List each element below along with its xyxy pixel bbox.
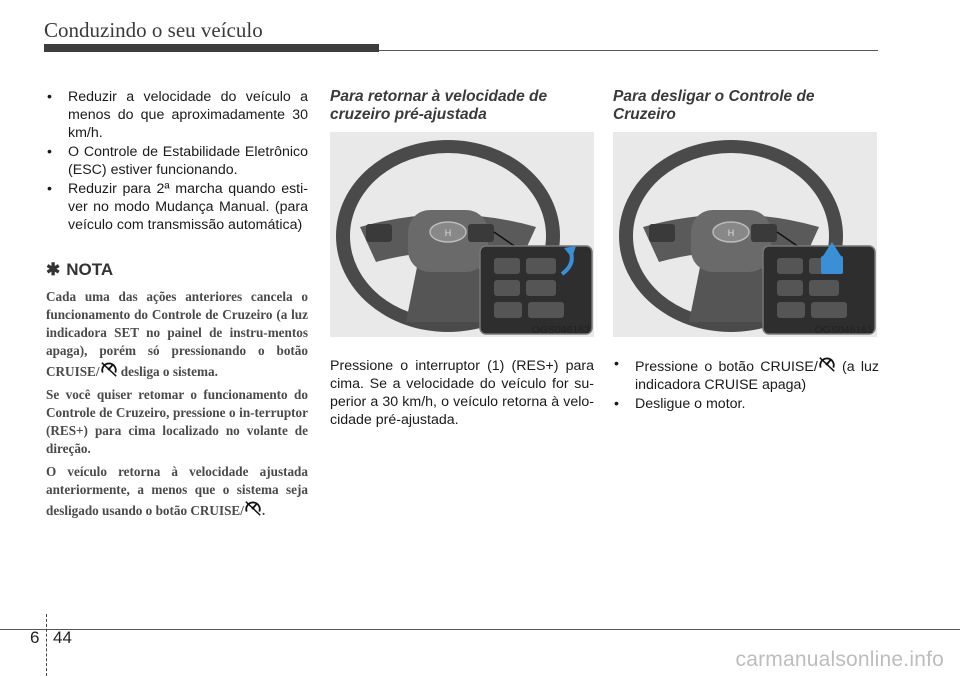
header-bar (44, 44, 379, 52)
condition-list (46, 88, 308, 234)
steering-wheel-image (330, 132, 594, 337)
bullet-icon: • (47, 144, 52, 160)
bullet-icon: • (47, 181, 52, 197)
list-item: • Pressione o botão CRUISE/ (a luz indicadora CRUISE apaga) (614, 356, 880, 393)
page-header-title: Conduzindo o seu veículo (44, 18, 263, 42)
cruise-control-icon (244, 499, 262, 517)
steering-wheel-figure (330, 132, 594, 337)
list-item: • Reduzir a velocidade do veículo a menos do que aproximadamente 30 km/h. (47, 89, 308, 141)
cruise-control-icon (818, 355, 836, 373)
column-left (46, 88, 308, 520)
list-item: • O Controle de Estabilidade Eletrônico (ESC) estiver funcionando. (47, 144, 308, 178)
footer-rule (0, 629, 960, 630)
note-heading (46, 260, 308, 280)
column-middle (330, 88, 594, 429)
list-item: • Reduzir para 2ª marcha quando esti-ver no modo Mudança Manual. (para veículo com transmissão automática) (47, 181, 308, 233)
body-paragraph: Pressione o interruptor (1) (RES+) para cima. Se a velocidade do veículo for su-perior a 30 km/h, o veículo retorna à velo-cidade pré-ajustada. (330, 358, 594, 428)
note-body (46, 288, 308, 520)
header-rule (379, 50, 878, 51)
figure-caption: OGS046163 (531, 324, 590, 336)
cruise-control-icon (100, 360, 118, 378)
figure-caption: OGS046161 (814, 324, 873, 336)
list-item: • Desligue o motor. (614, 396, 746, 412)
footer-divider (46, 614, 47, 676)
note-star-icon: ✱ (46, 260, 61, 279)
bullet-icon: • (614, 396, 619, 412)
chapter-number: 6 (30, 628, 40, 647)
note-title: NOTA (66, 260, 114, 279)
page-number: 44 (53, 628, 72, 647)
note-paragraph: Cada uma das ações anteriores cancela o funcionamento do Controle de Cruzeiro (a luz indicadora SET no painel de instru-mentos apaga), porém só pressionando o botão CRUISE/ desliga o sistema. (46, 289, 308, 379)
bullet-icon: • (614, 356, 619, 372)
note-paragraph: Se você quiser retomar o funcionamento do Controle de Cruzeiro, pressione o in-terruptor (RES+) para cima localizado no volante de direção. (46, 387, 308, 456)
note-paragraph: O veículo retorna à velocidade ajustada anteriormente, a menos que o sistema seja desligado usando o botão CRUISE/ . (46, 464, 308, 518)
step-list (613, 355, 879, 413)
steering-wheel-image (613, 132, 877, 337)
steering-wheel-figure (613, 132, 877, 337)
watermark: carmanualsonline.info (735, 648, 944, 671)
bullet-icon: • (47, 89, 52, 105)
section-title: Para retornar à velocidade de cruzeiro pré-ajustada (330, 88, 548, 123)
section-title: Para desligar o Controle de Cruzeiro (613, 88, 815, 123)
column-right (613, 88, 879, 414)
